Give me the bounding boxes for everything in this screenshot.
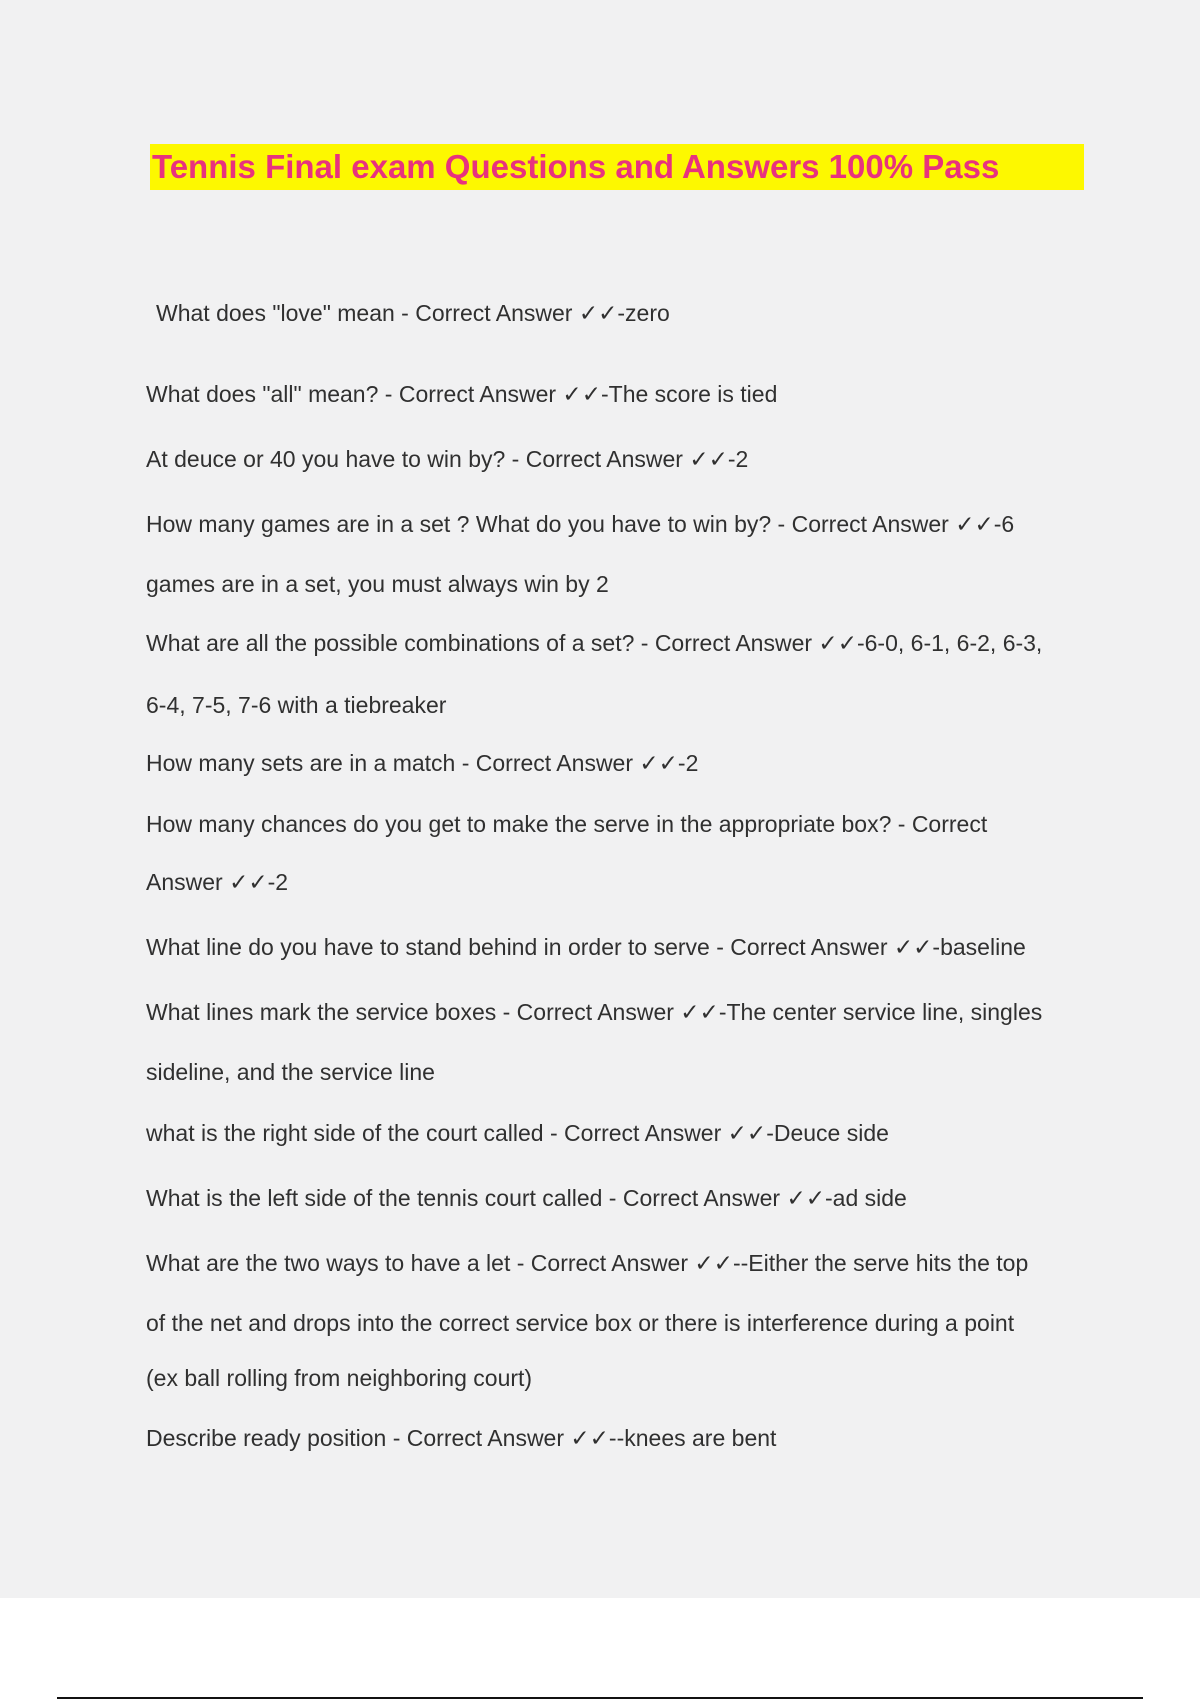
- qa-line: What are the two ways to have a let - Correct Answer ✓✓--Either the serve hits the top: [146, 1250, 1029, 1276]
- qa-line: What are all the possible combinations of a set? - Correct Answer ✓✓-6-0, 6-1, 6-2, 6-3,: [146, 630, 1043, 656]
- document-title: Tennis Final exam Questions and Answers 100% Pass: [152, 148, 1000, 185]
- qa-line: What is the left side of the tennis court called - Correct Answer ✓✓-ad side: [146, 1185, 907, 1211]
- qa-line: How many sets are in a match - Correct Answer ✓✓-2: [146, 750, 699, 776]
- qa-line: of the net and drops into the correct service box or there is interference during a point: [146, 1310, 1015, 1336]
- qa-line: Answer ✓✓-2: [146, 869, 289, 895]
- qa-line: what is the right side of the court called - Correct Answer ✓✓-Deuce side: [146, 1120, 889, 1146]
- qa-line: What does "all" mean? - Correct Answer ✓✓-The score is tied: [146, 381, 778, 407]
- qa-line: How many chances do you get to make the serve in the appropriate box? - Correct: [146, 811, 988, 837]
- qa-line: (ex ball rolling from neighboring court): [146, 1365, 533, 1391]
- qa-line: 6-4, 7-5, 7-6 with a tiebreaker: [146, 692, 447, 718]
- qa-line: At deuce or 40 you have to win by? - Correct Answer ✓✓-2: [146, 446, 749, 472]
- qa-line: What lines mark the service boxes - Correct Answer ✓✓-The center service line, singles: [146, 999, 1043, 1025]
- qa-line: What line do you have to stand behind in order to serve - Correct Answer ✓✓-baseline: [146, 934, 1026, 960]
- footer-divider: [57, 1697, 1143, 1699]
- qa-line: games are in a set, you must always win by 2: [146, 571, 609, 597]
- qa-line: What does "love" mean - Correct Answer ✓✓-zero: [156, 300, 670, 326]
- title-highlight: [150, 144, 1084, 190]
- qa-line: sideline, and the service line: [146, 1059, 435, 1085]
- qa-line: How many games are in a set ? What do you have to win by? - Correct Answer ✓✓-6: [146, 511, 1015, 537]
- qa-line: Describe ready position - Correct Answer ✓✓--knees are bent: [146, 1425, 777, 1451]
